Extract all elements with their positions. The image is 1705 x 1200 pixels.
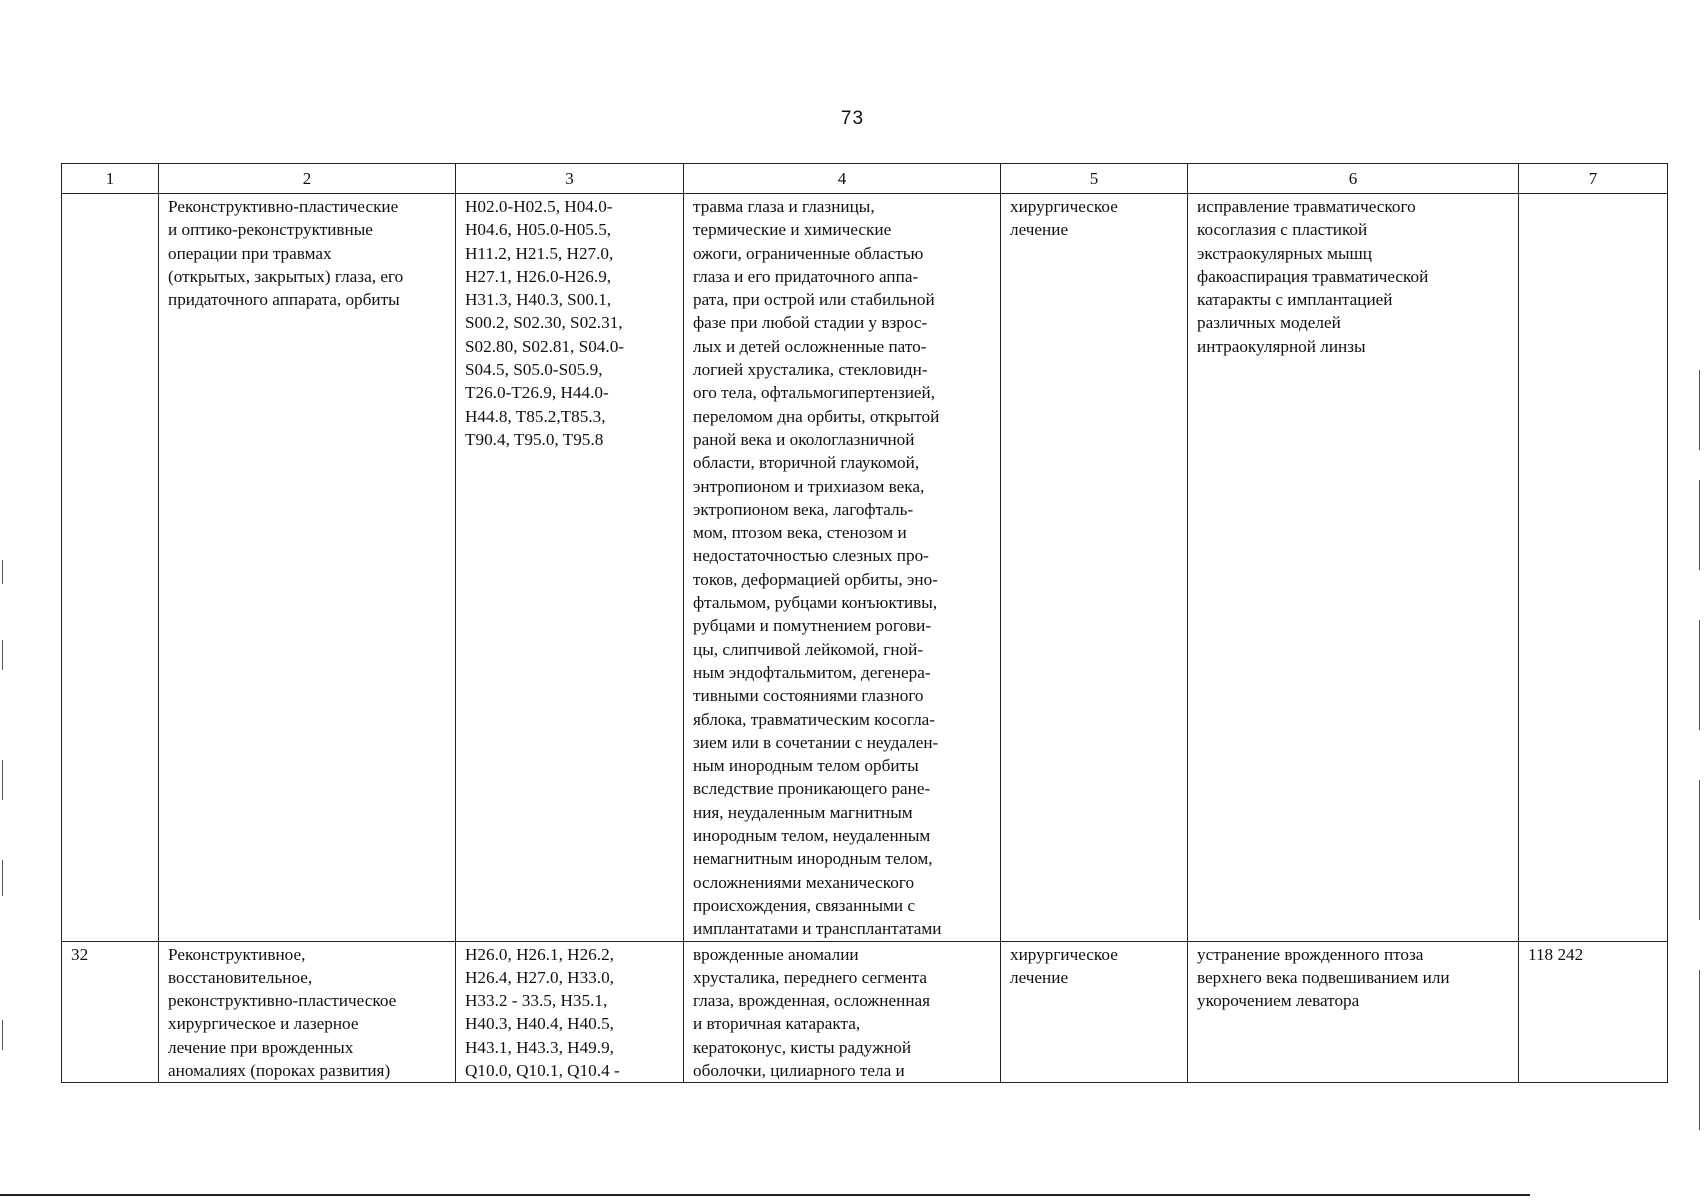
- column-header-5: 5: [1001, 164, 1188, 194]
- column-header-6: 6: [1188, 164, 1519, 194]
- scan-margin-mark: [1699, 370, 1700, 450]
- patient-model-cell: врожденные аномалии хрусталика, переднего сегмента глаза, врожденная, осложненная и вторичная катаракта, кератоконус, кисты радужной оболочки, цилиарного тела и: [684, 941, 1001, 1083]
- bottom-divider: [0, 1194, 1530, 1196]
- table-row: [62, 941, 1668, 1083]
- treatment-method-cell: исправление травматического косоглазия с пластикой экстраокулярных мышц факоаспирация травматической катаракты с имплантацией различных моделей интраокулярной линзы: [1188, 194, 1519, 942]
- page-number: 73: [840, 108, 865, 129]
- care-type-cell: Реконструктивное, восстановительное, реконструктивно-пластическое хирургическое и лазерное лечение при врожденных аномалиях (пороках развития): [159, 941, 456, 1083]
- scan-margin-mark: [1699, 620, 1700, 730]
- scan-margin-mark: [2, 640, 3, 670]
- scan-margin-mark: [2, 760, 3, 800]
- scan-margin-mark: [2, 560, 3, 584]
- scan-margin-mark: [2, 860, 3, 896]
- patient-model-cell: травма глаза и глазницы, термические и химические ожоги, ограниченные областью глаза и его придаточного аппа- рата, при острой или стабильной фазе при любой стадии у взрос- лых и детей осложненные пато- логией хрусталика, стекловидн- ого тела, офтальмогипертензией, переломом дна орбиты, открытой раной века и окологлазничной области, вторичной глаукомой, энтропионом и трихиазом века, эктропионом века, лагофталь- мом, птозом века, стенозом и недостаточностью слезных про- токов, деформацией орбиты, эно- фтальмом, рубцами конъюктивы, рубцами и помутнением рогови- цы, слипчивой лейкомой, гной- ным эндофтальмитом, дегенера- тивными состояниями глазного яблока, травматическим косогла- зием или в сочетании с неудален- ным инородным телом орбиты вследствие проникающего ране- ния, неудаленным магнитным инородным телом, неудаленным немагнитным инородным телом, осложнениями механического происхождения, связанными с имплантатами и трансплантатами: [684, 194, 1001, 942]
- scan-margin-mark: [1699, 480, 1700, 570]
- diagnosis-codes-cell: H26.0, H26.1, H26.2, H26.4, H27.0, H33.0, H33.2 - 33.5, H35.1, H40.3, H40.4, H40.5, H43.1, H43.3, H49.9, Q10.0, Q10.1, Q10.4 -: [456, 941, 684, 1083]
- diagnosis-codes-cell: H02.0-H02.5, H04.0- H04.6, H05.0-H05.5, H11.2, H21.5, H27.0, H27.1, H26.0-H26.9, H31.3, H40.3, S00.1, S00.2, S02.30, S02.31, S02.80, S02.81, S04.0- S04.5, S05.0-S05.9, T26.0-T26.9, H44.0- H44.8, T85.2,T85.3, T90.4, T95.0, T95.8: [456, 194, 684, 942]
- care-type-cell: Реконструктивно-пластические и оптико-реконструктивные операции при травмах (открытых, закрытых) глаза, его придаточного аппарата, орбиты: [159, 194, 456, 942]
- header-row: [62, 164, 1668, 194]
- treatment-method-cell: устранение врожденного птоза верхнего века подвешиванием или укорочением леватора: [1188, 941, 1519, 1083]
- table-row: [62, 194, 1668, 942]
- column-header-1: 1: [62, 164, 159, 194]
- treatment-type-cell: хирургическое лечение: [1001, 941, 1188, 1083]
- row-number-cell: [62, 194, 159, 942]
- scan-margin-mark: [1699, 780, 1700, 920]
- column-header-7: 7: [1519, 164, 1668, 194]
- cost-cell: 118 242: [1519, 941, 1668, 1083]
- column-header-4: 4: [684, 164, 1001, 194]
- column-header-2: 2: [159, 164, 456, 194]
- scan-margin-mark: [2, 1020, 3, 1050]
- row-number-cell: 32: [62, 941, 159, 1083]
- cost-cell: [1519, 194, 1668, 942]
- medical-care-table: [61, 163, 1668, 1083]
- treatment-type-cell: хирургическое лечение: [1001, 194, 1188, 942]
- scan-margin-mark: [1699, 970, 1700, 1130]
- column-header-3: 3: [456, 164, 684, 194]
